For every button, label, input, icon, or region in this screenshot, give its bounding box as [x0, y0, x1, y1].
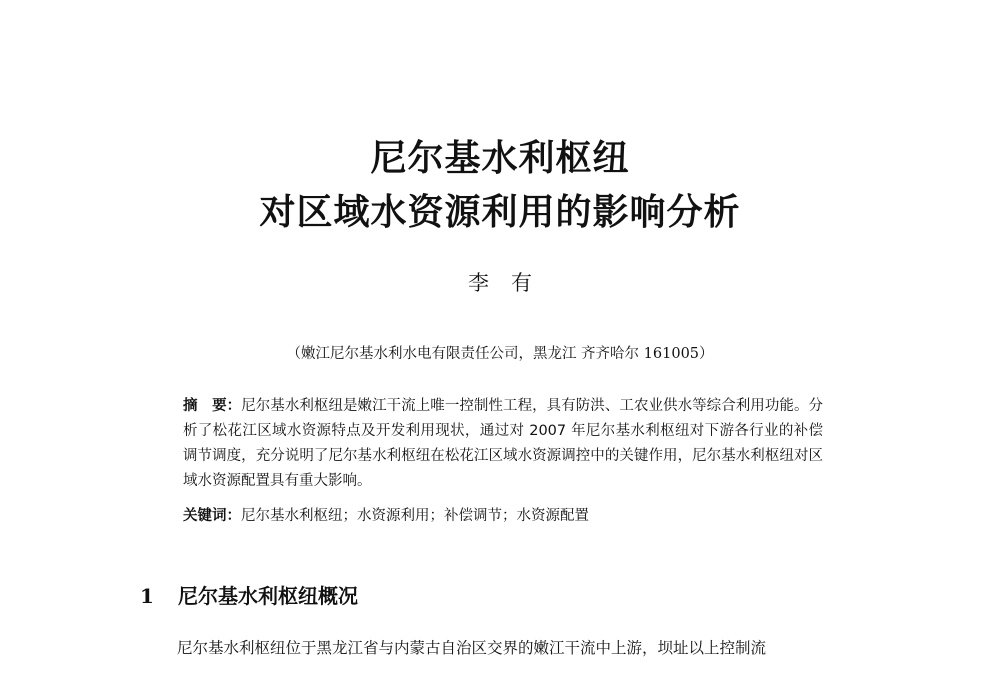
abstract-label: 摘 要：: [183, 398, 242, 414]
keywords: [183, 504, 823, 529]
section-1-number: 1: [140, 584, 154, 608]
paper-title-line-2: 对区域水资源利用的影响分析: [259, 191, 741, 233]
author-name: 李有: [468, 271, 554, 295]
abstract-text: 尼尔基水利枢纽是嫩江干流上唯一控制性工程，具有防洪、工农业供水等综合利用功能。分析了松花江区域水资源特点及开发利用现状，通过对 2007 年尼尔基水利枢纽对下游各行业的补偿调节调度，充分说明了尼尔基水利枢纽在松花江区域水资源调控中的关键作用，尼尔基水利枢纽对区域水资源配置具有重大影响。: [183, 398, 823, 489]
keywords-text: 尼尔基水利枢纽；水资源利用；补偿调节；水资源配置: [241, 508, 589, 524]
section-1-body: 尼尔基水利枢纽位于黑龙江省与内蒙古自治区交界的嫩江干流中上游，坝址以上控制流: [177, 639, 767, 657]
section-1-heading: [140, 581, 358, 611]
section-1-title: 尼尔基水利枢纽概况: [178, 584, 358, 608]
keywords-label: 关键词：: [183, 508, 241, 524]
paper-title-line-1: 尼尔基水利枢纽: [370, 137, 630, 179]
abstract: [183, 394, 823, 494]
author-affiliation: （嫩江尼尔基水利水电有限责任公司，黑龙江 齐齐哈尔 161005）: [286, 346, 714, 362]
